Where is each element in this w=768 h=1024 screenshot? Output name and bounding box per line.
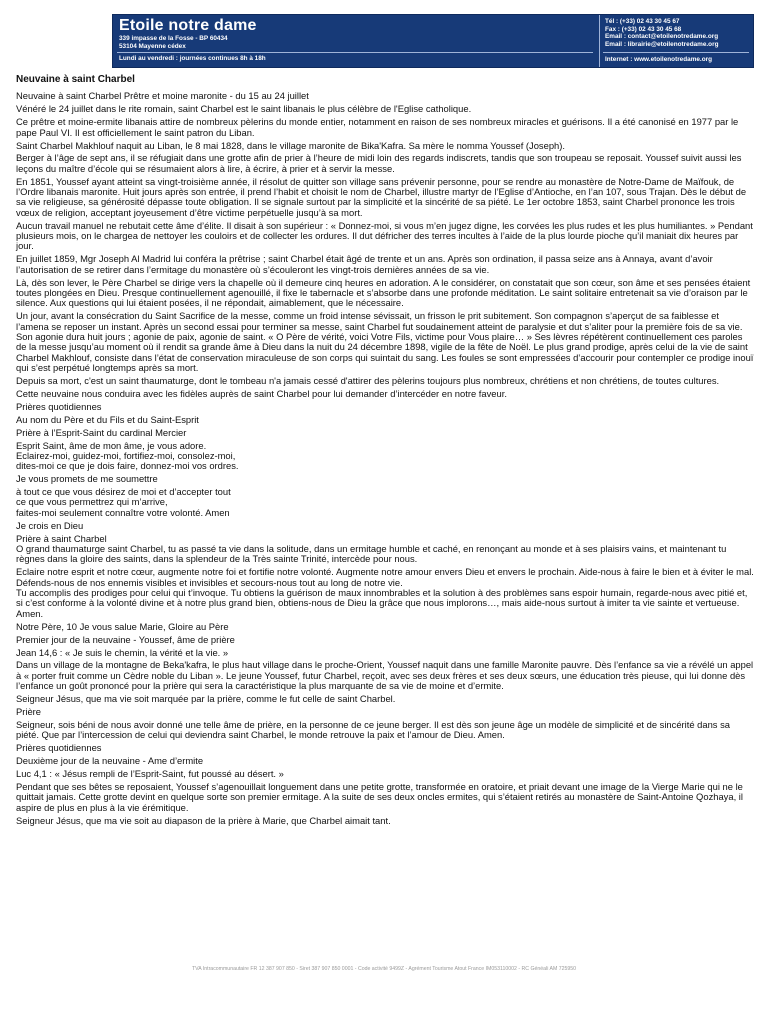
paragraph: Aucun travail manuel ne rebutait cette âme d’élite. Il disait à son supérieur : « Donnez-moi, si vous m’en jugez digne, les corvées les plus rudes et les plus humiliantes. » Pendant plusieurs mois, on le chargea de nettoyer les couloirs et de collecter les ordures. Il dut défricher des terres incultes à l’aide de la plus lourde pioche qu’il maniait dix heures par jour. — [16, 219, 753, 252]
paragraph: Esprit Saint, âme de mon âme, je vous adore. Eclairez-moi, guidez-moi, fortifiez-moi, consolez-moi, dites-moi ce que je dois faire, donnez-moi vos ordres. — [16, 439, 239, 472]
email-contact-link[interactable]: Email : contact@etoilenotredame.org — [605, 33, 719, 41]
paragraph: Saint Charbel Makhlouf naquit au Liban, le 8 mai 1828, dans le village maronite de Bika'Kafra. Sa mère le nomma Youssef (Joseph). — [16, 139, 565, 151]
address-line-1: 339 impasse de la Fosse - BP 60434 — [119, 35, 228, 42]
paragraph: Ce prêtre et moine-ermite libanais attire de nombreux pèlerins du monde entier, notamment en raison de ses nombreux miracles et guérisons. Il a été canonisé en 1977 par le pape Paul VI. Il est officiellement le saint patron du Liban. — [16, 116, 739, 138]
paragraph: Je vous promets de me soumettre — [16, 473, 158, 485]
paragraph: Prière — [16, 706, 42, 717]
paragraph: Seigneur Jésus, que ma vie soit au diapason de la prière à Marie, que Charbel aimait tant. — [16, 814, 391, 826]
paragraph: à tout ce que vous désirez de moi et d’accepter tout ce que vous permettrez qui m’arrive, faites-moi seulement connaître votre volonté. Amen — [16, 486, 231, 518]
article-body — [16, 75, 754, 829]
fax-number: Fax : (+33) 02 43 30 45 68 — [605, 25, 682, 33]
paragraph: Prière à l’Esprit-Saint du cardinal Mercier — [16, 426, 187, 438]
paragraph: Je crois en Dieu — [16, 519, 84, 531]
email-librairie-link[interactable]: Email : librairie@etoilenotredame.org — [605, 40, 719, 48]
address-line-2: 53104 Mayenne cédex — [119, 43, 186, 50]
paragraph: Au nom du Père et du Fils et du Saint-Esprit — [16, 413, 199, 425]
brand-name: Etoile notre dame — [119, 17, 257, 34]
paragraph: Seigneur, sois béni de nous avoir donné une telle âme de prière, en la personne de ce jeune berger. Il est dès son jeune âge un modèle de simplicité et de sincérité dans sa piété. Que par l’intercession de celui qui deviendra saint Charbel, le monde retrouve la paix et l’amour de Dieu. Amen. — [16, 718, 731, 741]
phone-number: Tél : (+33) 02 43 30 45 67 — [605, 18, 680, 25]
website-link[interactable]: Internet : www.etoilenotredame.org — [605, 56, 712, 63]
paragraph: Notre Père, 10 Je vous salue Marie, Gloire au Père — [16, 620, 229, 632]
paragraph-list — [16, 91, 754, 826]
postal-address — [119, 35, 228, 51]
legal-footer: TVA Intracommunautaire FR 12 387 907 850 - Siret 387 907 850 0001 - Code activité 9499Z - Agrément Tourisme Atout France IM053110002 - RC Généali AM 725950 — [191, 966, 577, 972]
paragraph: Luc 4,1 : « Jésus rempli de l’Esprit-Saint, fut poussé au désert. » — [16, 768, 284, 780]
paragraph: Eclaire notre esprit et notre cœur, augmente notre foi et fortifie notre volonté. Augmente notre amour envers Dieu et envers le prochain. Aide-nous à faire le bien et à éviter le mal. Défends-nous de nos ennemis visibles et invisibles et secours-nous tout au long de notre vie. Tu accomplis des prodiges pour celui qui t’invoque. Tu obtiens la guérison de maux innombrables et la solution à des problèmes sans espoir humain, regarde-nous avec pitié et, si c’est conforme à la volonté divine et à notre plus grand bien, obtiens-nous de Dieu la grâce que nous implorons…, mais aide-nous surtout à imiter ta vie sainte et vertueuse. Amen. — [16, 566, 754, 619]
paragraph: En juillet 1859, Mgr Joseph Al Madrid lui conféra la prêtrise ; saint Charbel était âgé de trente et un ans. Après son ordination, il passa seize ans à Annaya, avant d’avoir l’autorisation de se retirer dans l’ermitage du monastère où s’écouleront les vingt-trois dernières années de sa vie. — [16, 253, 713, 275]
paragraph: Premier jour de la neuvaine - Youssef, âme de prière — [16, 633, 235, 645]
paragraph: Deuxième jour de la neuvaine - Ame d’ermite — [16, 755, 204, 767]
paragraph: Là, dès son lever, le Père Charbel se dirige vers la chapelle où il demeure cinq heures en adoration. A le considérer, on constatait que son cœur, son âme et ses pensées étaient toutes plongées en Dieu. Presque continuellement agenouillé, il fixe le tabernacle et s’absorbe dans une profonde méditation. Le saint solitaire entretenait sa vie d’oraison par le silence. Aux questions qui lui étaient posées, il ne répondait, aimablement, que le nécessaire. — [16, 276, 751, 309]
header-divider-vertical — [599, 15, 600, 67]
page-title: Neuvaine à saint Charbel — [16, 74, 135, 85]
contact-block — [605, 18, 718, 48]
letterhead-banner — [112, 14, 754, 68]
paragraph: Jean 14,6 : « Je suis le chemin, la vérité et la vie. » — [16, 646, 229, 658]
paragraph: Prières quotidiennes — [16, 742, 102, 754]
paragraph: Neuvaine à saint Charbel Prêtre et moine maronite - du 15 au 24 juillet — [16, 90, 309, 102]
paragraph: Seigneur Jésus, que ma vie soit marquée par la prière, comme le fut celle de saint Charbel. — [16, 693, 396, 705]
paragraph: En 1851, Youssef ayant atteint sa vingt-troisième année, il résolut de quitter son village sans prévenir personne, pour se rendre au monastère de Notre-Dame de Maïfouk, de l’Ordre libanais maronite. Huit jours après son entrée, il prend l’habit et choisit le nom de Charbel, illustre martyr de l’Eglise d’Antioche, en l’an 107, sous Trajan. Dès le début de sa vie religieuse, sa générosité dépasse toute obligation. Il se signale surtout par la simplicité et la sincérité de sa piété. Le 1er octobre 1853, saint Charbel prononce les trois vœux de religion, acceptant joyeusement d’être victime perpétuelle jusqu’à sa mort. — [16, 175, 747, 218]
paragraph: Prière à saint Charbel O grand thaumaturge saint Charbel, tu as passé ta vie dans la solitude, dans un ermitage humble et caché, en renonçant au monde et à ses plaisirs vains, et maintenant tu règnes dans la gloire des saints, dans la splendeur de la Très sainte Trinité, intercède pour nous. — [16, 532, 727, 565]
paragraph: Dans un village de la montagne de Beka'kafra, le plus haut village dans le proche-Orient, Youssef naquit dans une famille Maronite pauvre. Dès l’enfance sa vie a révélé un appel à « porter fruit comme un Cèdre noble du Liban ». Le jeune Youssef, futur Charbel, reçoit, avec ses deux frères et ses deux sœurs, une éducation très pieuse, qui lui donne dès l’enfance un goût prononcé pour la prière qui sera la caractéristique la plus marquante de sa vie de moine et d’ermite. — [16, 659, 754, 692]
paragraph: Depuis sa mort, c'est un saint thaumaturge, dont le tombeau n'a jamais cessé d'attirer des pèlerins toujours plus nombreux, chrétiens et non chrétiens, de toutes cultures. — [16, 374, 720, 386]
header-divider-left — [117, 52, 593, 53]
paragraph: Vénéré le 24 juillet dans le rite romain, saint Charbel est le saint libanais le plus célèbre de l'Eglise catholique. — [16, 103, 472, 115]
paragraph: Un jour, avant la consécration du Saint Sacrifice de la messe, comme un froid intense sévissait, un frisson le prit subitement. Son compagnon s’aperçut de sa faiblesse et l’amena se reposer un instant. Après un second essai pour terminer sa messe, saint Charbel fut soudainement atteint de paralysie et dut s’aliter pour la première fois de sa vie. Son agonie dura huit jours ; agonie de paix, agonie de saint. « O Père de vérité, voici Votre Fils, victime pour Vous plaire… » Ses lèvres répétèrent continuellement ces paroles de la messe jusqu’au moment où il rendit sa grande âme à Dieu dans la nuit du 24 décembre 1898, vigile de la fête de Noël. Le plus grand prodige, après celui de la vie de saint Charbel Makhlouf, consiste dans l’état de conservation miraculeuse de son corps qui suintait du sang. Les foules se sont empressées d’accourir pour contempler ce prodige inouï qui s’est perpétué longtemps après sa mort. — [16, 310, 754, 373]
paragraph: Cette neuvaine nous conduira avec les fidèles auprès de saint Charbel pour lui demander d’intercéder en notre faveur. — [16, 387, 507, 399]
paragraph: Prières quotidiennes — [16, 400, 102, 412]
paragraph: Pendant que ses bêtes se reposaient, Youssef s’agenouillait longuement dans une petite grotte, transformée en oratoire, et priait devant une image de la Vierge Marie qui ne le quittait jamais. Cette grotte devint en quelque sorte son premier ermitage. A la suite de ses deux oncles ermites, qui s’étaient retirés au monastère de Saint-Antoine Qozhaya, il aspire de plus en plus à la vie érémitique. — [16, 781, 743, 813]
paragraph: Berger à l’âge de sept ans, il se réfugiait dans une grotte afin de prier à l’heure de midi loin des regards indiscrets, tandis que son troupeau se reposait. Youssef suivit aussi les leçons du maître d’école qui se résumaient alors à lire, à écrire, à prier et à servir la messe. — [16, 152, 742, 174]
opening-hours: Lundi au vendredi : journées continues 8h à 18h — [119, 55, 266, 62]
header-divider-right — [603, 52, 749, 53]
